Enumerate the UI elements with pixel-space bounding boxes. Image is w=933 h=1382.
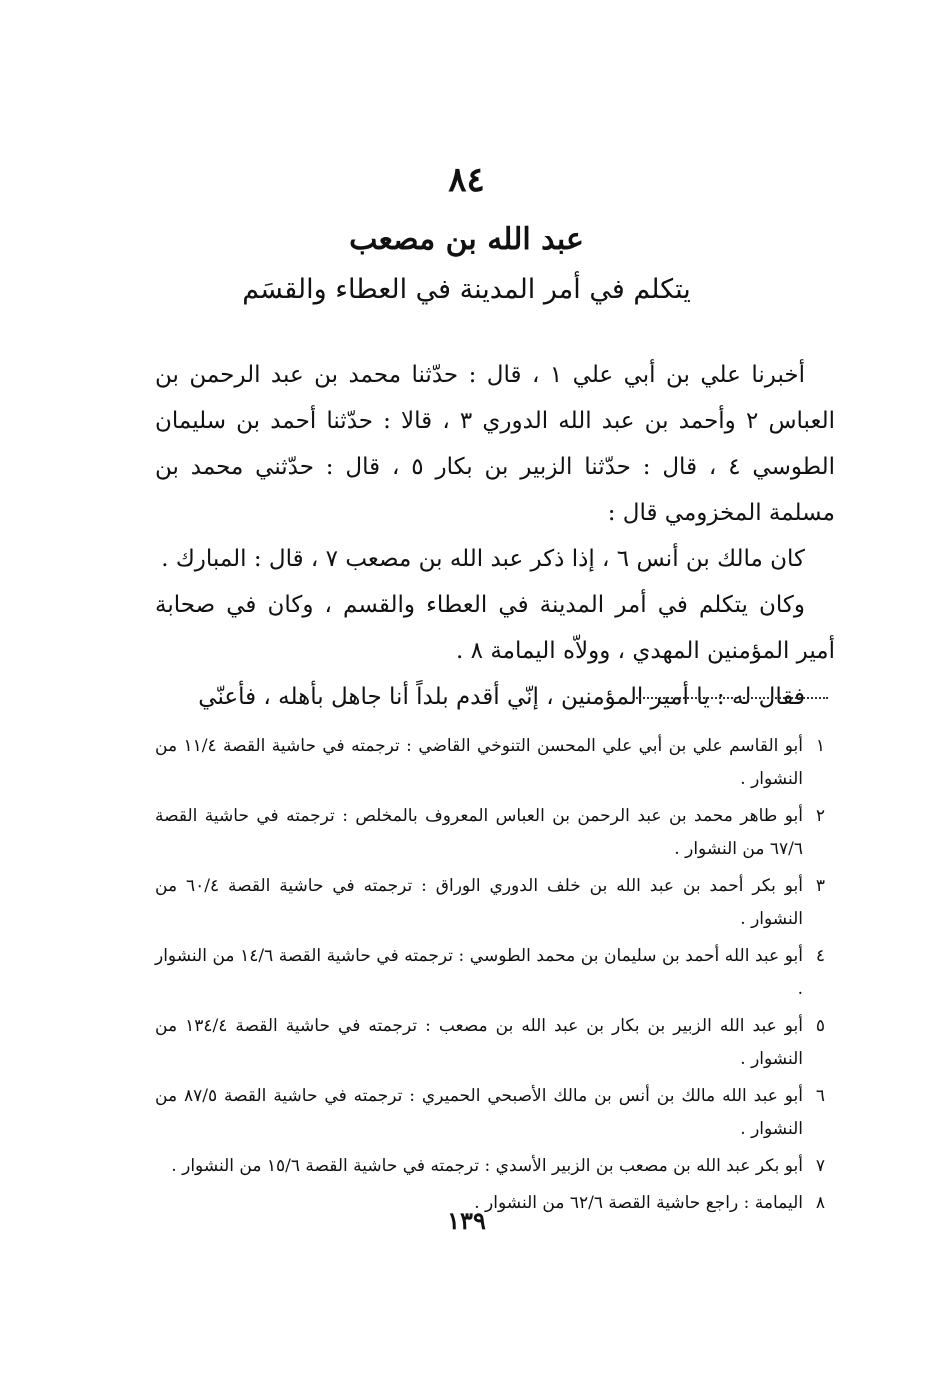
footnote-text: أبو القاسم علي بن أبي علي المحسن التنوخي القاضي : ترجمته في حاشية القصة ١١/٤ من النشوار . <box>155 736 804 789</box>
story-number: ٨٤ <box>448 160 485 200</box>
footnote-text: أبو عبد الله مالك بن أنس بن مالك الأصبحي الحميري : ترجمته في حاشية القصة ٨٧/٥ من النشوار . <box>155 1086 804 1139</box>
footnote <box>155 730 825 796</box>
footnote-number: ٥ <box>815 1016 825 1036</box>
footnote-text: أبو طاهر محمد بن عبد الرحمن بن العباس المعروف بالمخلص : ترجمته في حاشية القصة ٦٧/٦ من النشوار . <box>155 806 803 859</box>
footnote-divider <box>636 697 828 699</box>
paragraph: كان مالك بن أنس ٦ ، إذا ذكر عبد الله بن مصعب ٧ ، قال : المبارك . <box>161 546 805 572</box>
paragraph: وكان يتكلم في أمر المدينة في العطاء والقسم ، وكان في صحابة أمير المؤمنين المهدي ، وولاّه اليمامة ٨ . <box>155 592 835 664</box>
footnote-text: أبو بكر عبد الله بن مصعب بن الزبير الأسدي : ترجمته في حاشية القصة ١٥/٦ من النشوار . <box>171 1156 803 1176</box>
footnote <box>155 870 825 936</box>
footnote-number: ٨ <box>815 1193 825 1213</box>
footnote <box>155 800 825 866</box>
footnote-number: ٦ <box>815 1086 825 1106</box>
footnote-number: ٣ <box>815 876 825 896</box>
footnote-number: ٢ <box>815 806 825 826</box>
footnotes <box>155 730 825 1224</box>
footnote-text: اليمامة : راجع حاشية القصة ٦٢/٦ من النشوار . <box>474 1193 803 1213</box>
footnote <box>155 1010 825 1076</box>
paragraph: أخبرنا علي بن أبي علي ١ ، قال : حدّثنا محمد بن عبد الرحمن بن العباس ٢ وأحمد بن عبد الله الدوري ٣ ، قالا : حدّثنا أحمد بن سليمان الطوسي ٤ ، قال : حدّثنا الزبير بن بكار ٥ ، قال : حدّثني محمد بن مسلمة المخزومي قال : <box>155 362 836 526</box>
footnote-text: أبو عبد الله الزبير بن بكار بن عبد الله بن مصعب : ترجمته في حاشية القصة ١٣٤/٤ من النشوار . <box>155 1016 803 1069</box>
footnote <box>155 1080 825 1146</box>
main-text <box>155 352 835 720</box>
footnote <box>155 1150 825 1183</box>
footnote <box>155 940 825 1006</box>
page-number: ١٣٩ <box>447 1206 486 1235</box>
footnote-number: ٤ <box>815 946 825 966</box>
footnote-number: ٧ <box>815 1156 825 1176</box>
footnote-number: ١ <box>815 736 825 756</box>
footnote-text: أبو عبد الله أحمد بن سليمان بن محمد الطوسي : ترجمته في حاشية القصة ١٤/٦ من النشوار . <box>155 946 803 999</box>
paragraph: فقال له : يا أمير المؤمنين ، إنّي أقدم بلداً أنا جاهل بأهله ، فأعنّي <box>198 684 805 710</box>
story-title: عبد الله بن مصعب <box>349 222 584 257</box>
story-subtitle: يتكلم في أمر المدينة في العطاء والقسَم <box>242 274 691 305</box>
footnote-text: أبو بكر أحمد بن عبد الله بن خلف الدوري الوراق : ترجمته في حاشية القصة ٦٠/٤ من النشوار . <box>155 876 804 929</box>
